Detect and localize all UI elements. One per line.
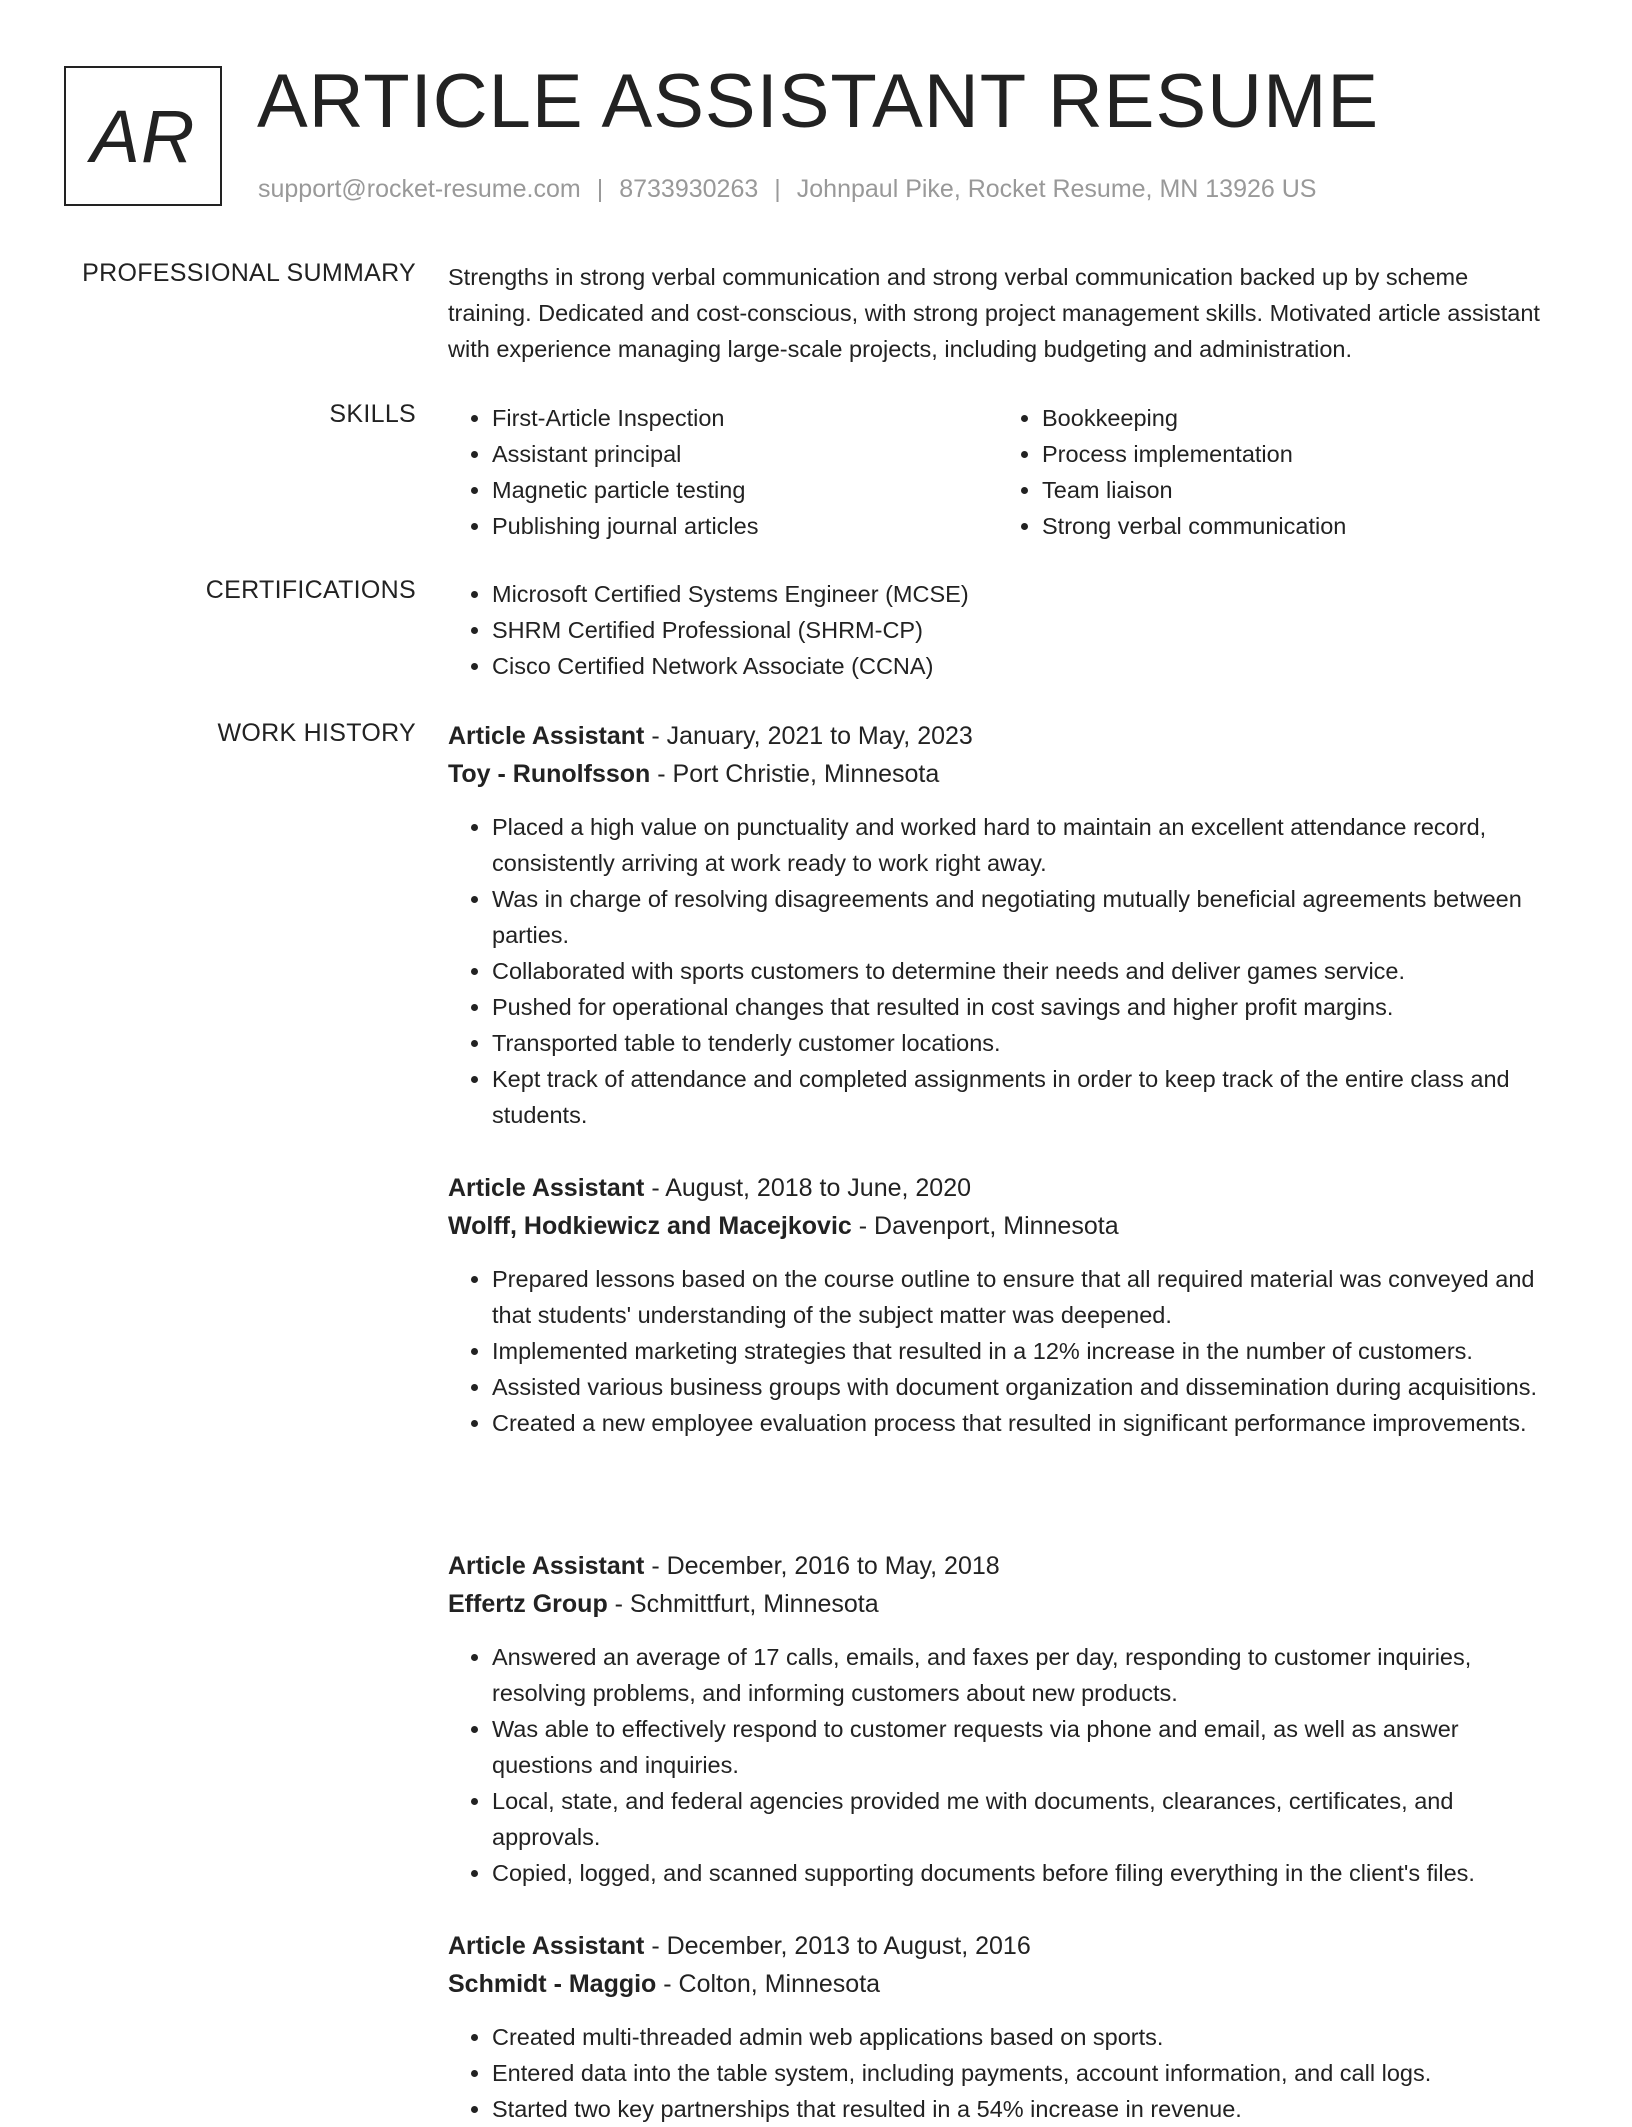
job-company-line [448, 1207, 1548, 1245]
job-bullet-list [448, 1639, 1548, 1891]
certifications-list [448, 576, 1548, 684]
skills-body [448, 400, 1548, 544]
skills-list-right [998, 400, 1548, 544]
job-bullet: • Created a new employee evaluation process that resulted in significant performance improvements. [492, 1405, 1548, 1441]
job-bullet: • Entered data into the table system, including payments, account information, and call logs. [492, 2055, 1548, 2091]
job-title: Article Assistant [448, 1174, 645, 1202]
skill-item: • Assistant principal [492, 436, 998, 472]
job-company: Schmidt - Maggio [448, 1970, 657, 1998]
job-company: Wolff, Hodkiewicz and Macejkovic [448, 1212, 852, 1240]
job-location: - Davenport, Minnesota [851, 1212, 1119, 1240]
job-bullet: • Local, state, and federal agencies provided me with documents, clearances, certificates, and approvals. [492, 1783, 1548, 1855]
monogram-initials: AR [90, 94, 196, 178]
job-bullet: • Was able to effectively respond to customer requests via phone and email, as well as answer questions and inquiries. [492, 1711, 1548, 1783]
job-bullet: • Prepared lessons based on the course outline to ensure that all required material was conveyed and that students' understanding of the subject matter was deepened. [492, 1261, 1548, 1333]
job-location: - Schmittfurt, Minnesota [607, 1590, 879, 1618]
skill-item: • Magnetic particle testing [492, 472, 998, 508]
job-bullet: • Kept track of attendance and completed assignments in order to keep track of the entire class and students. [492, 1061, 1548, 1133]
resume-title: ARTICLE ASSISTANT RESUME [257, 59, 1380, 144]
job-location: - Colton, Minnesota [656, 1970, 881, 1998]
skill-item: • Strong verbal communication [1042, 508, 1548, 544]
certifications-heading: CERTIFICATIONS [205, 576, 416, 604]
job-bullet: • Pushed for operational changes that resulted in cost savings and higher profit margins. [492, 989, 1548, 1025]
job-bullet: • Implemented marketing strategies that resulted in a 12% increase in the number of customers. [492, 1333, 1548, 1369]
job-dates: - January, 2021 to May, 2023 [644, 722, 973, 750]
skills-heading: SKILLS [329, 400, 416, 428]
job-bullet: • Collaborated with sports customers to determine their needs and deliver games service. [492, 953, 1548, 989]
job-title-line [448, 1927, 1548, 1965]
skills-list-left [448, 400, 998, 544]
job-title-line [448, 717, 1548, 755]
job-title-line [448, 1169, 1548, 1207]
skill-item: • Bookkeeping [1042, 400, 1548, 436]
skill-item: • Publishing journal articles [492, 508, 998, 544]
summary-heading: PROFESSIONAL SUMMARY [82, 259, 416, 287]
job-title-line [448, 1547, 1548, 1585]
job-dates: - December, 2013 to August, 2016 [644, 1932, 1031, 1960]
summary-text: Strengths in strong verbal communication and strong verbal communication backed up by scheme training. Dedicated and cost-conscious, with strong project management skills. Motivated article assistant with experience managing large-scale projects, including budgeting and administration. [448, 264, 1540, 362]
job-title: Article Assistant [448, 722, 645, 750]
job-bullet: • Answered an average of 17 calls, emails, and faxes per day, responding to customer inquiries, resolving problems, and informing customers about new products. [492, 1639, 1548, 1711]
job-bullet: • Transported table to tenderly customer locations. [492, 1025, 1548, 1061]
job-bullet-list [448, 2019, 1548, 2127]
contact-email: support@rocket-resume.com [258, 175, 581, 203]
job-bullet: • Assisted various business groups with document organization and dissemination during acquisitions. [492, 1369, 1548, 1405]
job-company-line [448, 1965, 1548, 2003]
skill-item: • First-Article Inspection [492, 400, 998, 436]
certification-item: • Microsoft Certified Systems Engineer (MCSE) [492, 576, 1548, 612]
skill-item: • Team liaison [1042, 472, 1548, 508]
job-bullet: • Was in charge of resolving disagreements and negotiating mutually beneficial agreements between parties. [492, 881, 1548, 953]
job-location: - Port Christie, Minnesota [650, 760, 940, 788]
job-title: Article Assistant [448, 1932, 645, 1960]
work-history-heading: WORK HISTORY [217, 719, 416, 747]
certification-item: • SHRM Certified Professional (SHRM-CP) [492, 612, 1548, 648]
job-company: Effertz Group [448, 1590, 608, 1618]
contact-phone: 8733930263 [619, 175, 759, 203]
skill-item: • Process implementation [1042, 436, 1548, 472]
job-dates: - August, 2018 to June, 2020 [644, 1174, 972, 1202]
contact-separator: | [596, 175, 604, 203]
job-bullet: • Created multi-threaded admin web applications based on sports. [492, 2019, 1548, 2055]
job-company-line [448, 1585, 1548, 1623]
contact-separator: | [774, 175, 781, 203]
job-company-line [448, 755, 1548, 793]
contact-address: Johnpaul Pike, Rocket Resume, MN 13926 US [796, 175, 1317, 203]
monogram-box [64, 66, 222, 206]
job-bullet: • Started two key partnerships that resulted in a 54% increase in revenue. [492, 2091, 1548, 2127]
job-title: Article Assistant [448, 1552, 645, 1580]
certification-item: • Cisco Certified Network Associate (CCNA) [492, 648, 1548, 684]
contact-line [258, 175, 1316, 204]
job-bullet: • Copied, logged, and scanned supporting documents before filing everything in the client's files. [492, 1855, 1548, 1891]
job-company: Toy - Runolfsson [448, 760, 651, 788]
certifications-body [448, 576, 1548, 684]
job-bullet-list [448, 809, 1548, 1133]
job-bullet-list [448, 1261, 1548, 1441]
job-dates: - December, 2016 to May, 2018 [644, 1552, 1000, 1580]
job-bullet: • Placed a high value on punctuality and worked hard to maintain an excellent attendance record, consistently arriving at work ready to work right away. [492, 809, 1548, 881]
